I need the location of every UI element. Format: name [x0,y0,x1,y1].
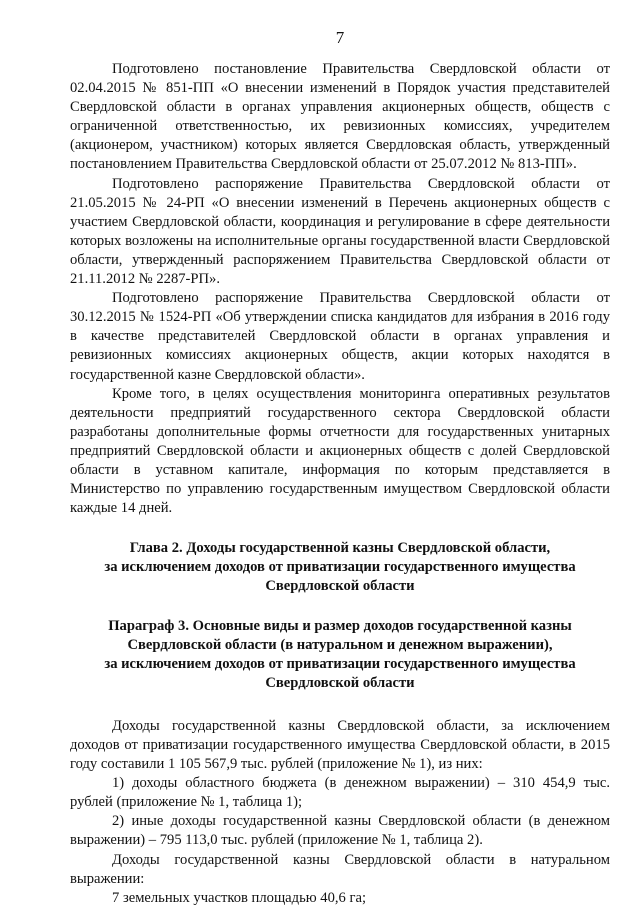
paragraph-total-income: Доходы государственной казны Свердловской области, за исключением доходов от приватизации государственного имущества Свердловской области, в 2015 году составили 1 105 567,9 тыс. рублей (приложение № 1), из них: [70,717,610,773]
section-heading-line: за исключением доходов от приватизации государственного имущества [104,655,576,672]
paragraph-natural-income: Доходы государственной казны Свердловской области в натуральном выражении: [70,851,610,887]
chapter-heading [70,539,610,596]
chapter-heading-line: Свердловской области [265,578,415,595]
paragraph-monitoring: Кроме того, в целях осуществления мониторинга оперативных результатов деятельности предприятий государственного сектора Свердловской области разработаны дополнительные формы отчетности для государственных унитарных предприятий Свердловской области и акционерных обществ с долей Свердловской области в уставном капитале, информация по которым представляется в Министерство по управлению государственным имуществом Свердловской области каждые 14 дней. [70,385,610,517]
list-item-budget-income: 1) доходы областного бюджета (в денежном выражении) – 310 454,9 тыс. рублей (приложение № 1, таблица 1); [70,775,610,811]
list-item-land-plots: 7 земельных участков площадью 40,6 га; [112,889,366,906]
section-heading-line: Параграф 3. Основные виды и размер доходов государственной казны [108,617,572,634]
section-heading [70,617,610,693]
section-heading-line: Свердловской области (в натуральном и денежном выражении), [127,636,553,653]
document-page [70,28,610,908]
paragraph-order-1524: Подготовлено распоряжение Правительства Свердловской области от 30.12.2015 № 1524-РП «Об утверждении списка кандидатов для избрания в 2016 году в качестве представителей Свердловской области в органах управления и ревизионных комиссиях акционерных обществ, акции которых находятся в государственной казне Свердловской области». [70,290,610,383]
paragraph-order-24: Подготовлено распоряжение Правительства Свердловской области от 21.05.2015 № 24-РП «О внесении изменений в Перечень акционерных обществ с участием Свердловской области, координация и регулирование в сфере деятельности которых возложены на исполнительные органы государственной власти Свердловской области, утвержденный распоряжением Правительства Свердловской области от 21.11.2012 № 2287-РП». [70,175,610,288]
paragraph-resolution-851: Подготовлено постановление Правительства Свердловской области от 02.04.2015 № 851-ПП «О внесении изменений в Порядок участия представителей Свердловской области в органах управления акционерных обществ, обществ с ограниченной ответственностью, их ревизионных комиссиях, учредителем (акционером, участником) которых является Свердловская область, утвержденный постановлением Правительства Свердловской области от 25.07.2012 № 813-ПП». [70,61,610,173]
section-heading-line: Свердловской области [265,674,415,691]
chapter-heading-line: Глава 2. Доходы государственной казны Свердловской области, [129,540,551,557]
list-item-other-income: 2) иные доходы государственной казны Свердловской области (в денежном выражении) – 795 113,0 тыс. рублей (приложение № 1, таблица 2). [70,813,610,849]
chapter-heading-line: за исключением доходов от приватизации государственного имущества [104,559,576,576]
page-number: 7 [335,28,345,47]
